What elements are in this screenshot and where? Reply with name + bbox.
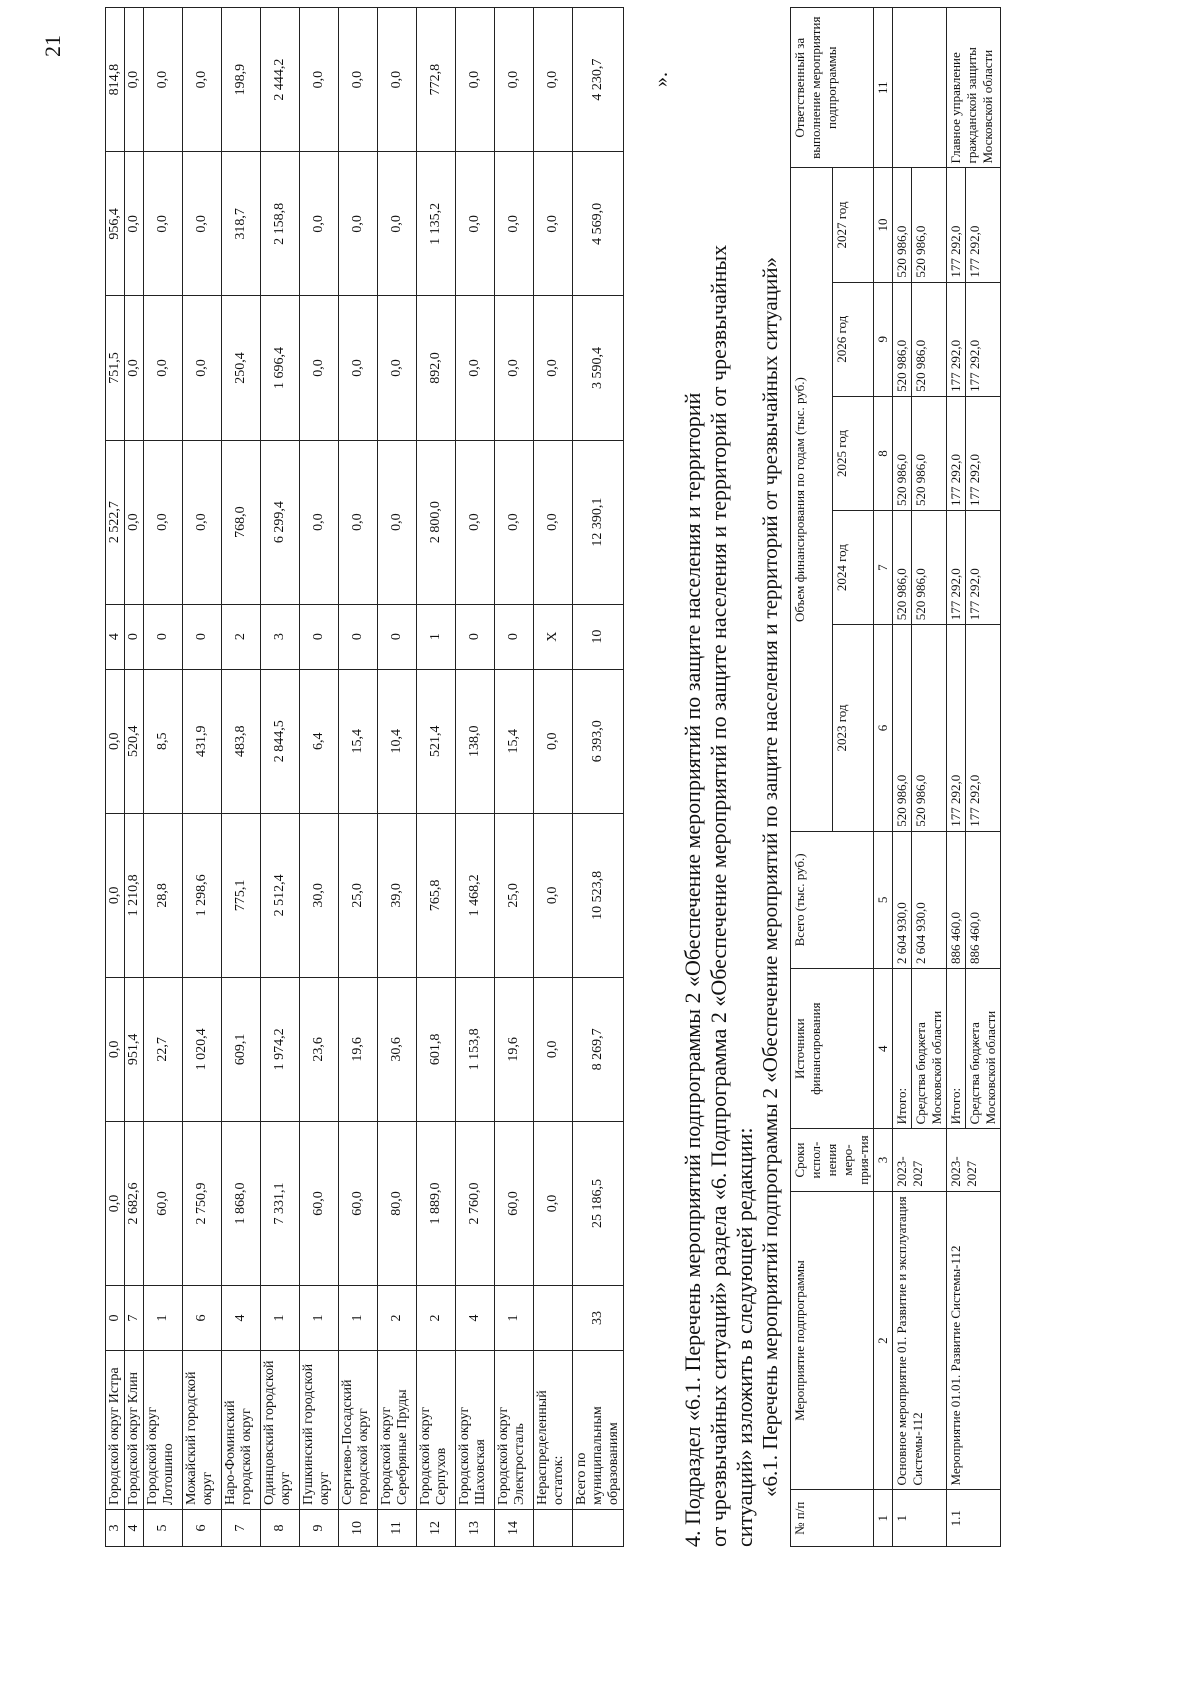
value-cell: 10 <box>573 604 624 669</box>
table-row <box>417 8 456 1547</box>
row-number: 3 <box>106 1510 125 1547</box>
row-number: 9 <box>300 1510 339 1547</box>
value-cell: 10 523,8 <box>573 813 624 977</box>
value-cell: 814,8 <box>106 8 125 152</box>
value-cell: 0,0 <box>339 8 378 152</box>
funding-source: Средства бюджета Московской области <box>912 969 947 1129</box>
subsection-title: «6.1. Перечень мероприятий подпрограммы 2 «Обеспечение мероприятий по защите населения и территорий от чрезвычайных ситуаций» <box>758 257 782 1497</box>
value-cell: 0,0 <box>456 296 495 440</box>
value-cell: 23,6 <box>300 977 339 1121</box>
municipality-name: Одинцовский городской округ <box>261 1351 300 1510</box>
header-year: 2024 год <box>832 511 874 625</box>
value-cell: 22,7 <box>144 977 183 1121</box>
value-cell: 2 <box>222 604 261 669</box>
value-cell: 0,0 <box>534 8 573 152</box>
amount-cell: 2 604 930,0 <box>893 831 912 968</box>
column-number: 5 <box>874 831 893 968</box>
value-cell: 768,0 <box>222 440 261 604</box>
value-cell: 0,0 <box>378 440 417 604</box>
municipality-name: Городской округ Клин <box>125 1351 144 1510</box>
value-cell: 751,5 <box>106 296 125 440</box>
municipality-name: Городской округ Серпухов <box>417 1351 456 1510</box>
value-cell: 7 331,1 <box>261 1122 300 1286</box>
value-cell: 25,0 <box>495 813 534 977</box>
value-cell: 0 <box>378 604 417 669</box>
header-total: Всего (тыс. руб.) <box>791 831 874 968</box>
row-number: 7 <box>222 1510 261 1547</box>
value-cell: 0,0 <box>106 977 125 1121</box>
value-cell: 33 <box>573 1285 624 1350</box>
amount-cell: 177 292,0 <box>966 168 1001 282</box>
value-cell: 0,0 <box>495 296 534 440</box>
value-cell: 0,0 <box>183 8 222 152</box>
value-cell: 6 393,0 <box>573 669 624 813</box>
amount-cell: 177 292,0 <box>966 396 1001 510</box>
page-number: 21 <box>40 35 65 57</box>
value-cell: 1 <box>495 1285 534 1350</box>
value-cell: X <box>534 604 573 669</box>
value-cell: 0 <box>183 604 222 669</box>
value-cell: 2 844,5 <box>261 669 300 813</box>
table-row <box>893 8 912 1547</box>
value-cell: 2 760,0 <box>456 1122 495 1286</box>
municipality-name: Городской округ Лотошино <box>144 1351 183 1510</box>
value-cell: 520,4 <box>125 669 144 813</box>
value-cell: 0,0 <box>183 152 222 296</box>
value-cell: 601,8 <box>417 977 456 1121</box>
value-cell: 0 <box>144 604 183 669</box>
value-cell: 0,0 <box>534 813 573 977</box>
row-number: 6 <box>183 1510 222 1547</box>
value-cell: 609,1 <box>222 977 261 1121</box>
column-number: 6 <box>874 625 893 832</box>
value-cell: 0,0 <box>534 977 573 1121</box>
value-cell: 1 020,4 <box>183 977 222 1121</box>
value-cell: 0 <box>125 604 144 669</box>
header-year: 2025 год <box>832 396 874 510</box>
amount-cell: 520 986,0 <box>912 511 947 625</box>
value-cell: 0,0 <box>144 8 183 152</box>
table-row <box>534 8 573 1547</box>
value-cell: 15,4 <box>495 669 534 813</box>
amount-cell: 177 292,0 <box>966 625 1001 832</box>
value-cell: 15,4 <box>339 669 378 813</box>
value-cell: 0,0 <box>534 669 573 813</box>
column-number: 2 <box>874 1191 893 1490</box>
value-cell: 4 569,0 <box>573 152 624 296</box>
municipality-name: Наро-Фоминский городской округ <box>222 1351 261 1510</box>
value-cell: 198,9 <box>222 8 261 152</box>
value-cell: 0,0 <box>339 152 378 296</box>
value-cell: 19,6 <box>339 977 378 1121</box>
row-number <box>534 1510 573 1547</box>
value-cell: 7 <box>125 1285 144 1350</box>
value-cell: 19,6 <box>495 977 534 1121</box>
header-year: 2026 год <box>832 282 874 396</box>
value-cell: 6 <box>183 1285 222 1350</box>
value-cell: 0 <box>106 1285 125 1350</box>
value-cell: 250,4 <box>222 296 261 440</box>
table-row <box>222 8 261 1547</box>
table-row <box>378 8 417 1547</box>
value-cell: 4 <box>456 1285 495 1350</box>
value-cell: 1 889,0 <box>417 1122 456 1286</box>
municipality-name: Можайский городской округ <box>183 1351 222 1510</box>
value-cell: 0 <box>339 604 378 669</box>
value-cell: 0,0 <box>106 813 125 977</box>
header-responsible: Ответственный за выполнение мероприятия подпрограммы <box>791 8 874 168</box>
value-cell: 431,9 <box>183 669 222 813</box>
table-row <box>183 8 222 1547</box>
row-number: 11 <box>378 1510 417 1547</box>
table-row <box>261 8 300 1547</box>
funding-source: Итого: <box>947 969 966 1129</box>
municipality-name: Городской округ Серебряные Пруды <box>378 1351 417 1510</box>
value-cell: 39,0 <box>378 813 417 977</box>
intro-line: от чрезвычайных ситуаций» раздела «6. Подпрограмма 2 «Обеспечение мероприятий по защите населения и территорий от чрезвычайных <box>706 244 731 1547</box>
value-cell: 0,0 <box>534 440 573 604</box>
amount-cell: 520 986,0 <box>912 396 947 510</box>
value-cell: 1 210,8 <box>125 813 144 977</box>
value-cell: 765,8 <box>417 813 456 977</box>
value-cell: 0,0 <box>300 440 339 604</box>
value-cell: 3 590,4 <box>573 296 624 440</box>
value-cell: 1 <box>261 1285 300 1350</box>
measure-name: Основное мероприятие 01. Развитие и эксплуатация Системы-112 <box>893 1191 947 1490</box>
value-cell: 1 135,2 <box>417 152 456 296</box>
table-row <box>573 8 624 1547</box>
measure-name: Мероприятие 01.01. Развитие Системы-112 <box>947 1191 1001 1490</box>
amount-cell: 886 460,0 <box>947 831 966 968</box>
value-cell: 0,0 <box>378 296 417 440</box>
header-year: 2027 год <box>832 168 874 282</box>
value-cell: 1 868,0 <box>222 1122 261 1286</box>
amount-cell: 177 292,0 <box>947 282 966 396</box>
row-number: 10 <box>339 1510 378 1547</box>
row-number: 14 <box>495 1510 534 1547</box>
value-cell: 1 153,8 <box>456 977 495 1121</box>
value-cell: 30,0 <box>300 813 339 977</box>
row-number: 12 <box>417 1510 456 1547</box>
amount-cell: 177 292,0 <box>966 511 1001 625</box>
column-number: 7 <box>874 511 893 625</box>
amount-cell: 177 292,0 <box>947 396 966 510</box>
municipality-name: Нераспределенный остаток: <box>534 1351 573 1510</box>
value-cell: 2 522,7 <box>106 440 125 604</box>
header-no: № п/п <box>791 1490 874 1547</box>
value-cell: 0,0 <box>125 440 144 604</box>
value-cell: 6,4 <box>300 669 339 813</box>
column-number: 11 <box>874 8 893 168</box>
row-number: 8 <box>261 1510 300 1547</box>
amount-cell: 520 986,0 <box>912 625 947 832</box>
value-cell: 1 <box>300 1285 339 1350</box>
amendment-paragraph <box>680 27 758 1547</box>
execution-terms: 2023-2027 <box>947 1129 1001 1191</box>
value-cell: 0,0 <box>183 296 222 440</box>
amount-cell: 520 986,0 <box>912 282 947 396</box>
value-cell: 0,0 <box>144 296 183 440</box>
value-cell: 892,0 <box>417 296 456 440</box>
value-cell: 0,0 <box>183 440 222 604</box>
value-cell: 0,0 <box>456 440 495 604</box>
value-cell: 483,8 <box>222 669 261 813</box>
row-number: 1 <box>893 1490 947 1547</box>
closing-quote: ». <box>650 72 672 87</box>
amount-cell: 177 292,0 <box>947 511 966 625</box>
municipality-name: Сергиево-Посадский городской округ <box>339 1351 378 1510</box>
value-cell: 0,0 <box>495 440 534 604</box>
responsible <box>893 8 947 168</box>
value-cell: 1 974,2 <box>261 977 300 1121</box>
value-cell: 1 468,2 <box>456 813 495 977</box>
value-cell: 0 <box>456 604 495 669</box>
value-cell: 0,0 <box>125 296 144 440</box>
value-cell: 138,0 <box>456 669 495 813</box>
value-cell: 521,4 <box>417 669 456 813</box>
column-number: 8 <box>874 396 893 510</box>
header-terms: Сроки испол-нения меро-прия-тия <box>791 1129 874 1191</box>
value-cell: 0 <box>300 604 339 669</box>
value-cell: 2 444,2 <box>261 8 300 152</box>
value-cell: 0,0 <box>144 440 183 604</box>
value-cell: 1 696,4 <box>261 296 300 440</box>
value-cell: 1 <box>417 604 456 669</box>
amount-cell: 2 604 930,0 <box>912 831 947 968</box>
column-number: 3 <box>874 1129 893 1191</box>
value-cell: 0,0 <box>495 8 534 152</box>
value-cell: 956,4 <box>106 152 125 296</box>
column-number: 9 <box>874 282 893 396</box>
value-cell: 0,0 <box>456 152 495 296</box>
execution-terms: 2023-2027 <box>893 1129 947 1191</box>
header-year: 2023 год <box>832 625 874 832</box>
value-cell: 8,5 <box>144 669 183 813</box>
amount-cell: 520 986,0 <box>893 625 912 832</box>
amount-cell: 177 292,0 <box>947 625 966 832</box>
measures-table <box>790 7 1001 1547</box>
amount-cell: 886 460,0 <box>966 831 1001 968</box>
value-cell: 0 <box>495 604 534 669</box>
responsible: Главное управление гражданской защиты Московской области <box>947 8 1001 168</box>
value-cell: 60,0 <box>495 1122 534 1286</box>
value-cell: 0,0 <box>456 8 495 152</box>
value-cell: 12 390,1 <box>573 440 624 604</box>
municipality-name: Городской округ Электросталь <box>495 1351 534 1510</box>
municipality-name: Всего по муниципальным образованиям <box>573 1351 624 1510</box>
intro-line: ситуаций» изложить в следующей редакции: <box>732 1127 757 1547</box>
value-cell: 6 299,4 <box>261 440 300 604</box>
value-cell: 0,0 <box>378 152 417 296</box>
table-row <box>106 8 125 1547</box>
value-cell: 0,0 <box>534 1122 573 1286</box>
intro-line: 4. Подраздел «6.1. Перечень мероприятий подпрограммы 2 «Обеспечение мероприятий по защите населения и территорий <box>680 392 705 1547</box>
value-cell: 60,0 <box>144 1122 183 1286</box>
table-row <box>495 8 534 1547</box>
header-measure: Мероприятие подпрограммы <box>791 1191 874 1490</box>
value-cell: 2 800,0 <box>417 440 456 604</box>
row-number: 1.1 <box>947 1490 1001 1547</box>
table-row <box>144 8 183 1547</box>
table-row <box>300 8 339 1547</box>
value-cell: 8 269,7 <box>573 977 624 1121</box>
amount-cell: 520 986,0 <box>893 168 912 282</box>
value-cell: 0,0 <box>106 1122 125 1286</box>
municipal-financing-table <box>105 7 624 1547</box>
value-cell: 0,0 <box>534 152 573 296</box>
municipality-name: Городской округ Истра <box>106 1351 125 1510</box>
column-number: 1 <box>874 1490 893 1547</box>
value-cell: 0,0 <box>125 8 144 152</box>
value-cell: 2 <box>378 1285 417 1350</box>
municipality-name: Пушкинский городской округ <box>300 1351 339 1510</box>
amount-cell: 520 986,0 <box>893 396 912 510</box>
value-cell: 1 298,6 <box>183 813 222 977</box>
value-cell: 4 <box>106 604 125 669</box>
value-cell: 60,0 <box>339 1122 378 1286</box>
column-number: 10 <box>874 168 893 282</box>
row-number: 4 <box>125 1510 144 1547</box>
value-cell: 80,0 <box>378 1122 417 1286</box>
amount-cell: 177 292,0 <box>966 282 1001 396</box>
value-cell: 951,4 <box>125 977 144 1121</box>
value-cell: 0,0 <box>300 152 339 296</box>
value-cell: 2 <box>417 1285 456 1350</box>
amount-cell: 520 986,0 <box>912 168 947 282</box>
value-cell: 775,1 <box>222 813 261 977</box>
value-cell: 2 512,4 <box>261 813 300 977</box>
header-volume: Объем финансирования по годам (тыс. руб.) <box>791 168 833 831</box>
value-cell: 0,0 <box>495 152 534 296</box>
value-cell: 1 <box>144 1285 183 1350</box>
value-cell: 2 750,9 <box>183 1122 222 1286</box>
amount-cell: 177 292,0 <box>947 168 966 282</box>
value-cell: 772,8 <box>417 8 456 152</box>
value-cell: 0,0 <box>339 296 378 440</box>
value-cell: 25 186,5 <box>573 1122 624 1286</box>
column-number: 4 <box>874 969 893 1129</box>
funding-source: Средства бюджета Московской области <box>966 969 1001 1129</box>
header-sources: Источники финансирования <box>791 969 874 1129</box>
value-cell: 0,0 <box>300 296 339 440</box>
row-number: 13 <box>456 1510 495 1547</box>
table-row <box>125 8 144 1547</box>
value-cell: 318,7 <box>222 152 261 296</box>
value-cell: 4 <box>222 1285 261 1350</box>
value-cell: 0,0 <box>125 152 144 296</box>
value-cell: 3 <box>261 604 300 669</box>
value-cell: 0,0 <box>144 152 183 296</box>
value-cell: 2 158,8 <box>261 152 300 296</box>
value-cell: 25,0 <box>339 813 378 977</box>
value-cell: 2 682,6 <box>125 1122 144 1286</box>
value-cell: 0,0 <box>378 8 417 152</box>
funding-source: Итого: <box>893 969 912 1129</box>
value-cell: 30,6 <box>378 977 417 1121</box>
row-number: 5 <box>144 1510 183 1547</box>
value-cell: 0,0 <box>106 669 125 813</box>
municipality-name: Городской округ Шаховская <box>456 1351 495 1510</box>
value-cell: 0,0 <box>300 8 339 152</box>
value-cell: 4 230,7 <box>573 8 624 152</box>
value-cell: 10,4 <box>378 669 417 813</box>
table-row <box>456 8 495 1547</box>
table-row <box>947 8 966 1547</box>
value-cell: 60,0 <box>300 1122 339 1286</box>
value-cell: 0,0 <box>534 296 573 440</box>
value-cell: 1 <box>339 1285 378 1350</box>
amount-cell: 520 986,0 <box>893 511 912 625</box>
amount-cell: 520 986,0 <box>893 282 912 396</box>
table-row <box>339 8 378 1547</box>
value-cell: 0,0 <box>339 440 378 604</box>
row-number <box>573 1510 624 1547</box>
value-cell: 28,8 <box>144 813 183 977</box>
value-cell <box>534 1285 573 1350</box>
